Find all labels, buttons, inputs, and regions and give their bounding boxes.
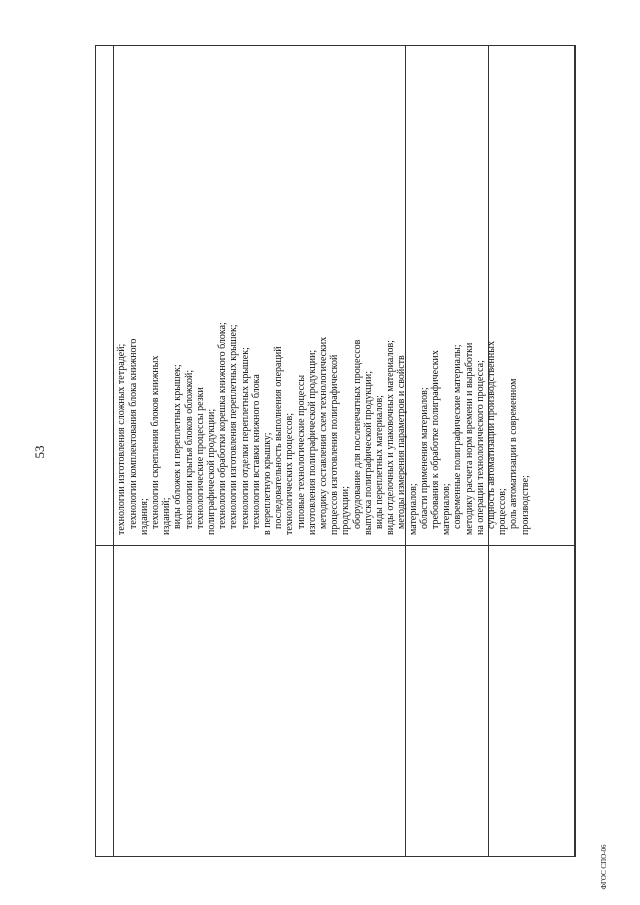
table-row xyxy=(489,46,575,856)
table-cell xyxy=(489,545,574,856)
content-line: изданий; xyxy=(161,497,173,535)
content-line: области применения материалов; xyxy=(418,387,430,529)
content-line: методы измерения параметров и свойств xyxy=(396,355,408,529)
table-cell xyxy=(489,46,574,545)
content-line: изготовления полиграфической продукции; xyxy=(306,349,318,535)
content-line: технологии скрепления блоков книжных xyxy=(149,355,161,529)
table-row xyxy=(406,46,489,856)
content-line: оборудование для послепечатных процессов xyxy=(351,339,363,529)
page-number: 53 xyxy=(32,445,47,459)
content-line: издания; xyxy=(138,498,150,535)
content-line: сущность автоматизации производственных xyxy=(486,341,498,529)
content-line: процессов изготовления полиграфической xyxy=(329,354,341,535)
content-line: материалов; xyxy=(407,483,419,535)
content-line: требования к обработке полиграфических xyxy=(430,350,442,529)
content-line: выпуска полиграфической продукции; xyxy=(362,370,374,535)
content-line: продукции; xyxy=(340,486,352,535)
content-line: материалов; xyxy=(441,483,453,535)
content-cell xyxy=(114,46,531,545)
content-line: роль автоматизации в современном xyxy=(508,378,520,529)
content-line: технологии отделки переплетных крышек; xyxy=(239,347,251,529)
document-footer: ФГОС СПО-06 xyxy=(600,844,608,890)
table-cell xyxy=(114,545,405,856)
content-line: на операции технологического процесса; xyxy=(474,360,486,535)
content-line: в переплетную крышку; xyxy=(261,432,273,535)
content-line: технологии комплектования блока книжного xyxy=(127,338,139,529)
table-cell xyxy=(96,46,113,545)
content-line: виды обложек и переплетных крышек; xyxy=(172,364,184,529)
content-line: технологии изготовления переплетных крышек; xyxy=(228,324,240,529)
content-line: технологии вставки книжного блока xyxy=(250,374,262,529)
content-line: виды отделочных и упаковочных материалов; xyxy=(385,340,397,535)
content-line: технологических процессов; xyxy=(284,413,296,535)
content-line: полиграфической продукции; xyxy=(205,408,217,535)
content-line: методику составления схем технологических xyxy=(317,336,329,529)
content-line: виды переплетных материалов; xyxy=(374,395,385,529)
table-row xyxy=(114,46,531,856)
table-cell xyxy=(96,545,113,856)
content-line: типовые технологические процессы xyxy=(295,374,307,529)
content-line: производстве; xyxy=(519,475,531,535)
curriculum-table xyxy=(95,45,576,857)
content-line: технологии обработки корешка книжного блока; xyxy=(217,322,229,529)
content-line: современные полиграфические материалы; xyxy=(452,344,464,529)
content-line: методику расчета норм времени и выработки xyxy=(463,342,475,535)
table-cell xyxy=(406,545,488,856)
content-line: технологии изготовления сложных тетрадей; xyxy=(116,343,128,535)
content-line: технологии крытья блоков обложкой; xyxy=(183,369,195,529)
table-cell xyxy=(406,46,488,545)
content-line: последовательность выполнения операций xyxy=(273,346,285,529)
content-line: технологические процессы резки xyxy=(194,387,206,529)
table-row xyxy=(96,46,114,856)
content-line: процессов; xyxy=(497,488,509,535)
